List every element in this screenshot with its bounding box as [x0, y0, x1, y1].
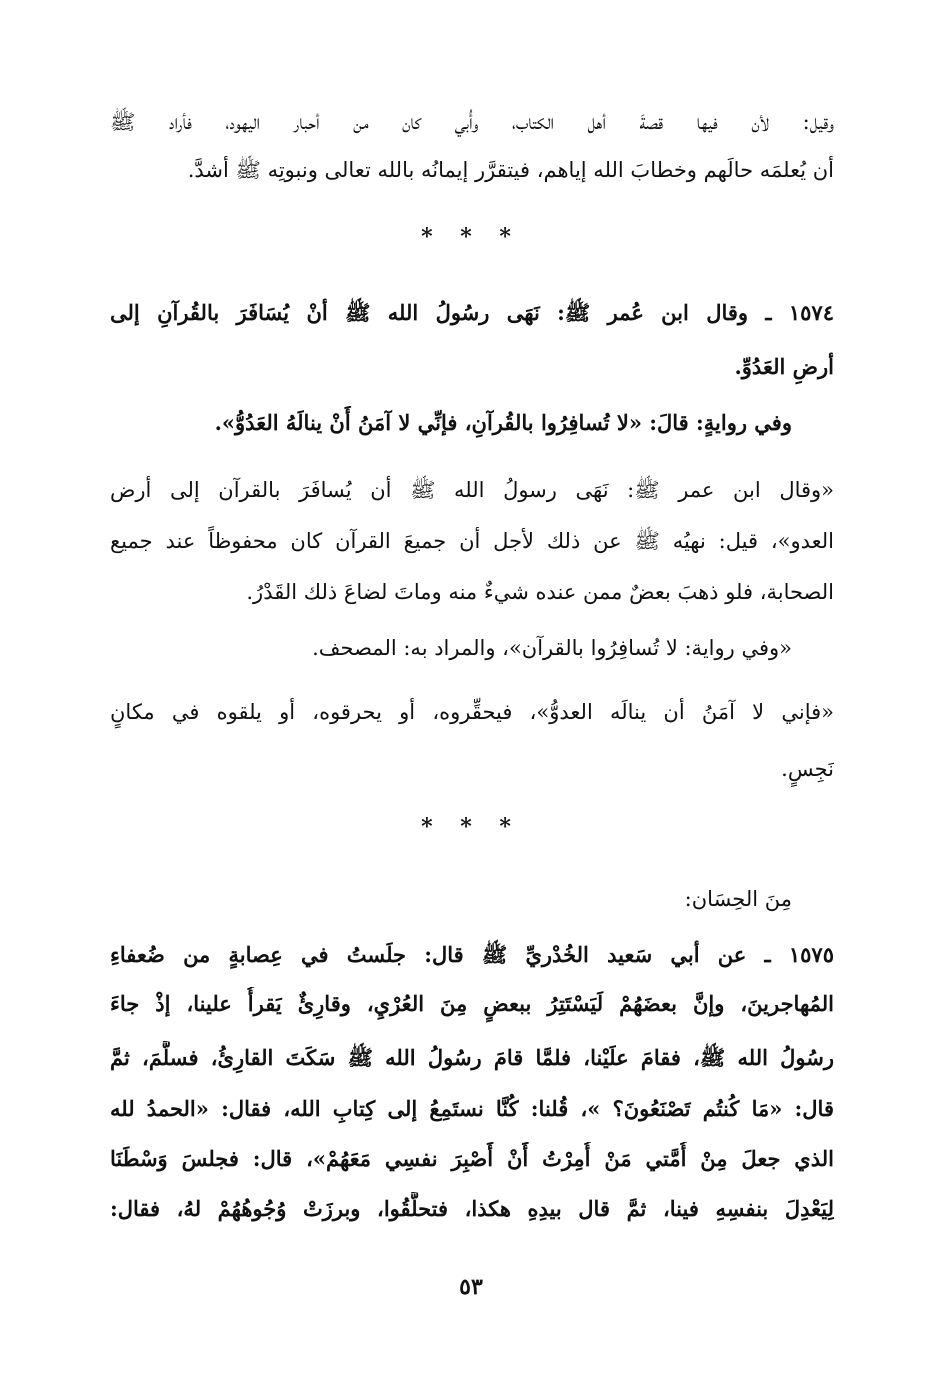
section-separator: * * * [421, 814, 521, 840]
section-separator: * * * [421, 224, 521, 250]
hadith-1575-line-3: رسُولُ الله ﷺ، فقامَ علَيْنا، فلمَّا قامَ رسُولُ الله ﷺ سَكَتَ القارِئُ، فسلَّمَ، ثمَّ [110, 1045, 834, 1070]
hadith-1574-line-1: ١٥٧٤ ـ وقال ابن عُمر ﷺ: نَهَى رسُولُ الله ﷺ أنْ يُسَافَرَ بالقُرآنِ إلى [110, 300, 834, 325]
commentary-line-5: «فإني لا آمَنُ أن ينالَه العدوُّ»، فيحقِّروه، أو يحرقوه، أو يلقوه في مكانٍ [110, 700, 834, 724]
section-heading: مِنَ الحِسَان: [684, 887, 792, 911]
hadith-1575-line-1: ١٥٧٥ ـ عن أبي سَعيد الخُدْريِّ ﷺ قال: جلَستُ في عِصابةٍ من ضُعفاءِ [110, 942, 834, 967]
commentary-line-4: «وفي رواية: لا تُسافِرُوا بالقرآن»، والمراد به: المصحف. [312, 636, 792, 660]
commentary-line-3: الصحابة، فلو ذهبَ بعضٌ ممن عنده شيءٌ منه وماتَ لضاعَ ذلك القَدْرُ. [246, 580, 834, 604]
hadith-1575-line-2: المُهاجرينَ، وإنَّ بعضَهُمْ لَيَسْتَتِرُ ببعضٍ مِنَ العُرْيِ، وقارِئٌ يَقرأُ علينا، إذْ جاءَ [110, 991, 834, 1016]
page-number: ٥٣ [459, 1274, 483, 1300]
hadith-1575-line-6: لِيَعْدِلَ بنفسِهِ فينا، ثمَّ قال بيدِهِ هكذا، فتحلَّقُوا، وبرزَتْ وُجُوهُهُمْ لهُ، فقال: [110, 1196, 834, 1221]
commentary-line-2: العدو»، قيل: نهيُه ﷺ عن ذلك لأجل أن جميعَ القرآن كان محفوظاً عند جميع [110, 529, 834, 553]
commentary-line-1: «وقال ابن عمر ﷺ: نَهَى رسولُ الله ﷺ أن يُسافَرَ بالقرآن إلى أرض [110, 478, 834, 502]
hadith-1575-line-4: قال: «مَا كُنتُم تَصْنَعُونَ؟ »، قُلنا: كُنَّا نستَمِعُ إلى كِتابِ الله، فقال: «الحمدُ لله [110, 1096, 834, 1121]
paragraph-1-line-2: أن يُعلمَه حالَهم وخطابَ الله إياهم، فيتقرَّر إيمانُه بالله تعالى ونبوتِه ﷺ أشدَّ. [187, 158, 834, 182]
commentary-line-6: نَجِسٍ. [781, 757, 834, 781]
hadith-1574-line-2: أرضِ العَدُوِّ. [734, 354, 834, 379]
hadith-1575-line-5: الذي جعلَ مِنْ أُمَّتي مَنْ أُمِرْتُ أَنْ أَصْبِرَ نفسِي مَعَهُمْ»، قال: فجلسَ وَسْطَنَا [110, 1146, 834, 1171]
hadith-1574-line-3: وفي روايةٍ: قالَ: «لا تُسافِرُوا بالقُرآنِ، فإنِّي لا آمَنُ أَنْ ينالَهُ العَدُوُّ». [214, 410, 792, 435]
paragraph-1-line-1: وقيل: لأن فيها قصةَ أهل الكتاب، وأُبي كان من أحبار اليهود، فأراد ﷺ [110, 110, 834, 134]
